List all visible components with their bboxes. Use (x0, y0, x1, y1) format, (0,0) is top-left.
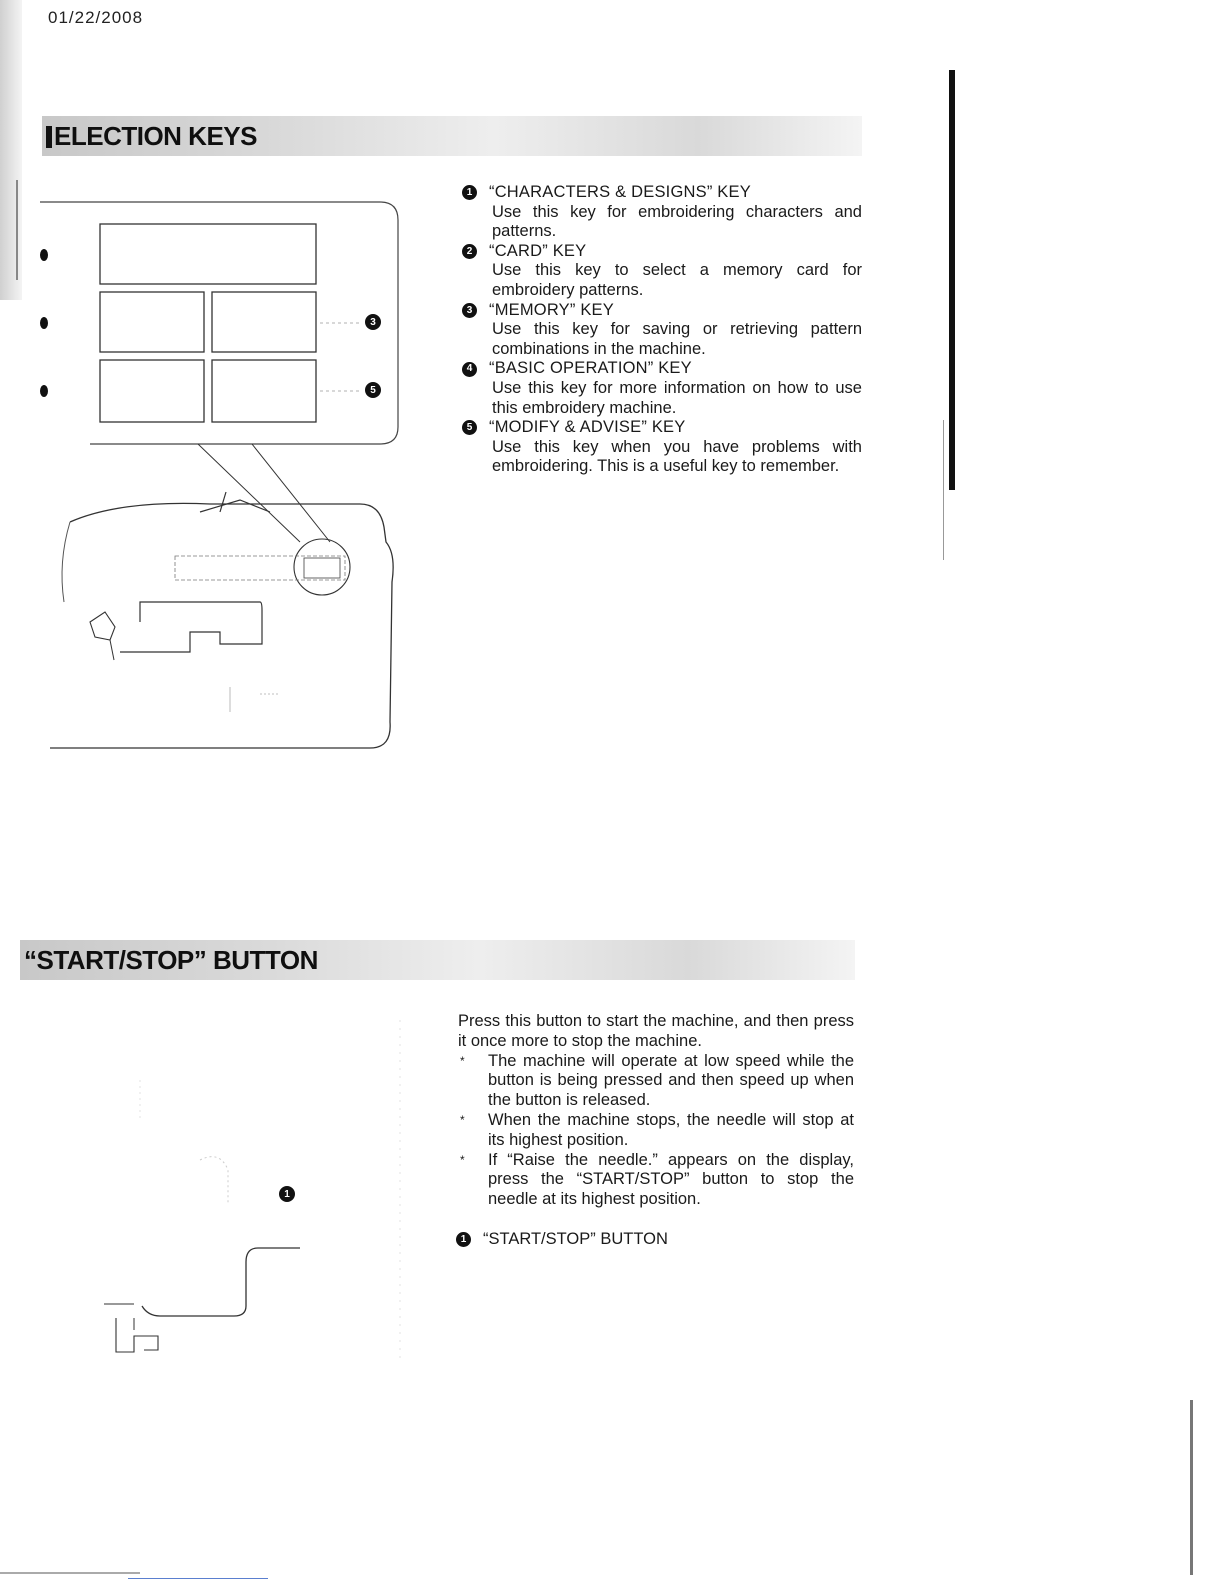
link-underline (128, 1578, 268, 1579)
section-banner-selection-keys (42, 116, 862, 156)
item-number-badge: 4 (462, 362, 477, 377)
item-description: Use this key when you have problems with embroidering. This is a useful key to remember. (492, 437, 862, 476)
scan-right-line (943, 420, 944, 560)
item-description: Use this key for embroidering characters and patterns. (492, 202, 862, 241)
list-item (462, 301, 862, 360)
legend-label: “START/STOP” BUTTON (483, 1230, 668, 1248)
selection-keys-list (462, 183, 862, 477)
note-text: When the machine stops, the needle will stop at its highest position. (488, 1110, 854, 1149)
item-description: Use this key for more information on how to use this embroidery machine. (492, 378, 862, 417)
item-number-badge: 3 (462, 303, 477, 318)
item-number-badge: 1 (462, 185, 477, 200)
note-text: The machine will operate at low speed while the button is being pressed and then speed up when the button is released. (488, 1051, 854, 1110)
item-heading: “MODIFY & ADVISE” KEY (489, 418, 686, 437)
list-item (462, 359, 862, 418)
intro-paragraph: Press this button to start the machine, and then press it once more to stop the machine. (458, 1012, 854, 1050)
scan-bottom-line (0, 1572, 140, 1574)
item-heading: “CARD” KEY (489, 241, 587, 260)
section-title: “START/STOP” BUTTON (24, 944, 318, 975)
scan-edge-line (16, 180, 18, 280)
section-title-text: ELECTION KEYS (54, 120, 257, 151)
scan-bottom-right-line (1190, 1400, 1193, 1575)
note-bullet: * (460, 1152, 465, 1167)
scan-right-bar (949, 70, 955, 490)
item-description: Use this key to select a memory card for embroidery patterns. (492, 261, 862, 299)
machine-panel-figure (30, 182, 410, 762)
note-item (458, 1052, 854, 1111)
start-stop-legend (456, 1230, 668, 1249)
figure-callout-1: 1 (279, 1186, 295, 1202)
note-text: If “Raise the needle.” appears on the display, press the “START/STOP” button to stop the needle at its highest position. (488, 1150, 854, 1209)
start-stop-figure (100, 1000, 410, 1370)
list-item (462, 418, 862, 477)
item-number-badge: 2 (462, 244, 477, 259)
item-description: Use this key for saving or retrieving pattern combinations in the machine. (492, 320, 862, 358)
item-number-badge: 5 (462, 420, 477, 435)
clipped-letter-mark (46, 126, 52, 148)
start-stop-description (458, 1012, 854, 1210)
list-item (462, 242, 862, 301)
list-item (462, 183, 862, 242)
note-bullet: * (460, 1112, 465, 1127)
section-banner-start-stop (20, 940, 855, 980)
item-heading: “CHARACTERS & DESIGNS” KEY (489, 183, 751, 201)
figure-callout-5: 5 (365, 382, 381, 398)
note-item (458, 1151, 854, 1210)
item-heading: “BASIC OPERATION” KEY (489, 359, 692, 378)
note-bullet: * (460, 1053, 465, 1068)
section-title (42, 121, 257, 152)
page-date: 01/22/2008 (48, 8, 144, 27)
note-item (458, 1111, 854, 1151)
figure-callout-3: 3 (365, 314, 381, 330)
scan-edge-shadow (0, 0, 22, 300)
legend-number-badge: 1 (456, 1232, 471, 1247)
item-heading: “MEMORY” KEY (489, 300, 614, 319)
